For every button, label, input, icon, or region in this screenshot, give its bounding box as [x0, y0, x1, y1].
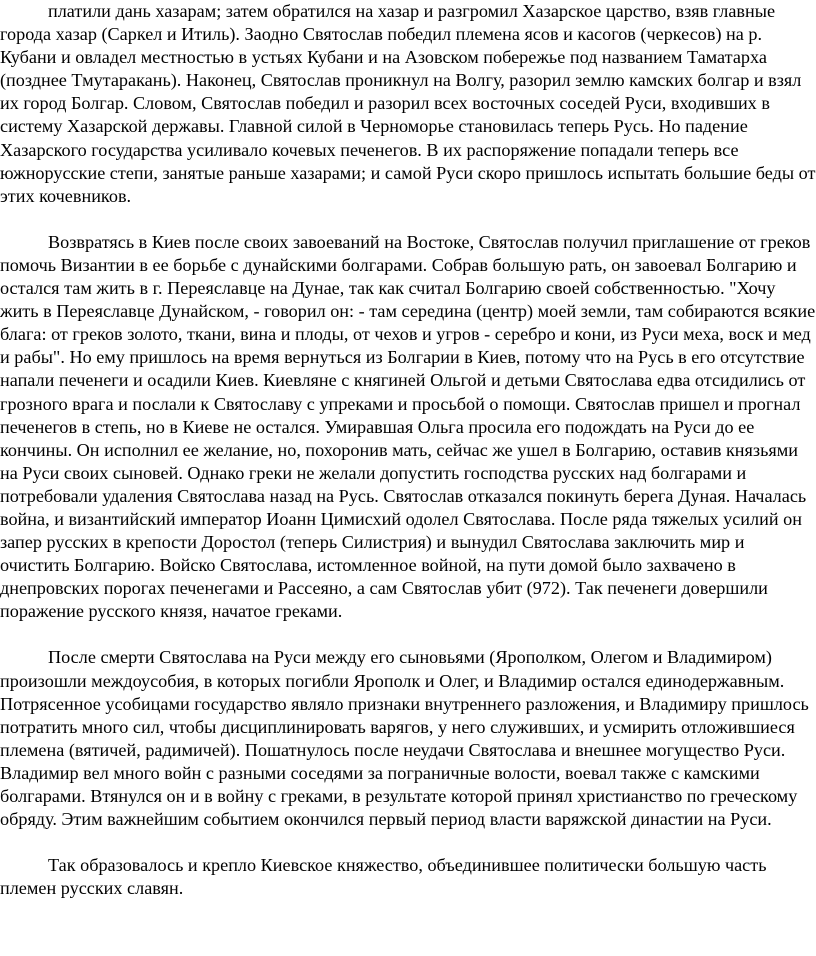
- paragraph-4: Так образовалось и крепло Киевское княжество, объединившее политически большую часть племен русских славян.: [0, 855, 767, 899]
- paragraph-2: Возвратясь в Киев после своих завоеваний на Востоке, Святослав получил приглашение от греков помочь Византии в ее борьбе с дунайскими болгарами. Собрав большую рать, он завоевал Болгарию и остался там жить в г. Переяславце на Дунае, так как считал Болгарию своей собственностью. "Хочу жить в Переяславце Дунайском, - говорил он: - там середина (центр) моей земли, там собираются всякие блага: от греков золото, ткани, вина и плоды, от чехов и угров - серебро и кони, из Руси меха, воск и мед и рабы". Но ему пришлось на время вернуться из Болгарии в Киев, потому что на Русь в его отсутствие напали печенеги и осадили Киев. Киевляне с княгиней Ольгой и детьми Святослава едва отсидились от грозного врага и послали к Святославу с упреками и просьбой о помощи. Святослав пришел и прогнал печенегов в степь, но в Киеве не остался. Умиравшая Ольга просила его подождать на Руси до ее кончины. Он исполнил ее желание, но, похоронив мать, сейчас же ушел в Болгарию, оставив князьями на Руси своих сыновей. Однако греки не желали допустить господства русских над болгарами и потребовали удаления Святослава назад на Русь. Святослав отказался покинуть берега Дуная. Началась война, и византийский император Иоанн Цимисхий одолел Святослава. После ряда тяжелых усилий он запер русских в крепости Доростол (теперь Силистрия) и вынудил Святослава заключить мир и очистить Болгарию. Войско Святослава, истомленное войной, на пути домой было захвачено в днепровских порогах печенегами и Рассеяно, а сам Святослав убит (972). Так печенеги довершили поражение русского князя, начатое греками.: [0, 231, 816, 622]
- paragraph-3: После смерти Святослава на Руси между его сыновьями (Ярополком, Олегом и Владимиром) произошли междоусобия, в которых погибли Ярополк и Олег, и Владимир остался единодержавным. Потрясенное усобицами государство являло признаки внутреннего разложения, и Владимиру пришлось потратить много сил, чтобы дисциплинировать варягов, у него служивших, и усмирить отложившиеся племена (вятичей, радимичей). Пошатнулось после неудачи Святослава и внешнее могущество Руси. Владимир вел много войн с разными соседями за пограничные волости, воевал также с камскими болгарами. Втянулся он и в войну с греками, в результате которой принял христианство по греческому обряду. Этим важнейшим событием окончился первый период власти варяжской династии на Руси.: [0, 647, 809, 830]
- paragraph-1: платили дань хазарам; затем обратился на хазар и разгромил Хазарское царство, взяв главные города хазар (Саркел и Итиль). Заодно Святослав победил племена ясов и касогов (черкесов) на р. Кубани и овладел местностью в устьях Кубани и на Азовском побережье под названием Таматарха (позднее Тмутаракань). Наконец, Святослав проникнул на Волгу, разорил землю камских болгар и взял их город Болгар. Словом, Святослав победил и разорил всех восточных соседей Руси, входивших в систему Хазарской державы. Главной силой в Черноморье становилась теперь Русь. Но падение Хазарского государства усиливало кочевых печенегов. В их распоряжение попадали теперь все южнорусские степи, занятые раньше хазарами; и самой Руси скоро пришлось испытать большие беды от этих кочевников.: [0, 1, 816, 206]
